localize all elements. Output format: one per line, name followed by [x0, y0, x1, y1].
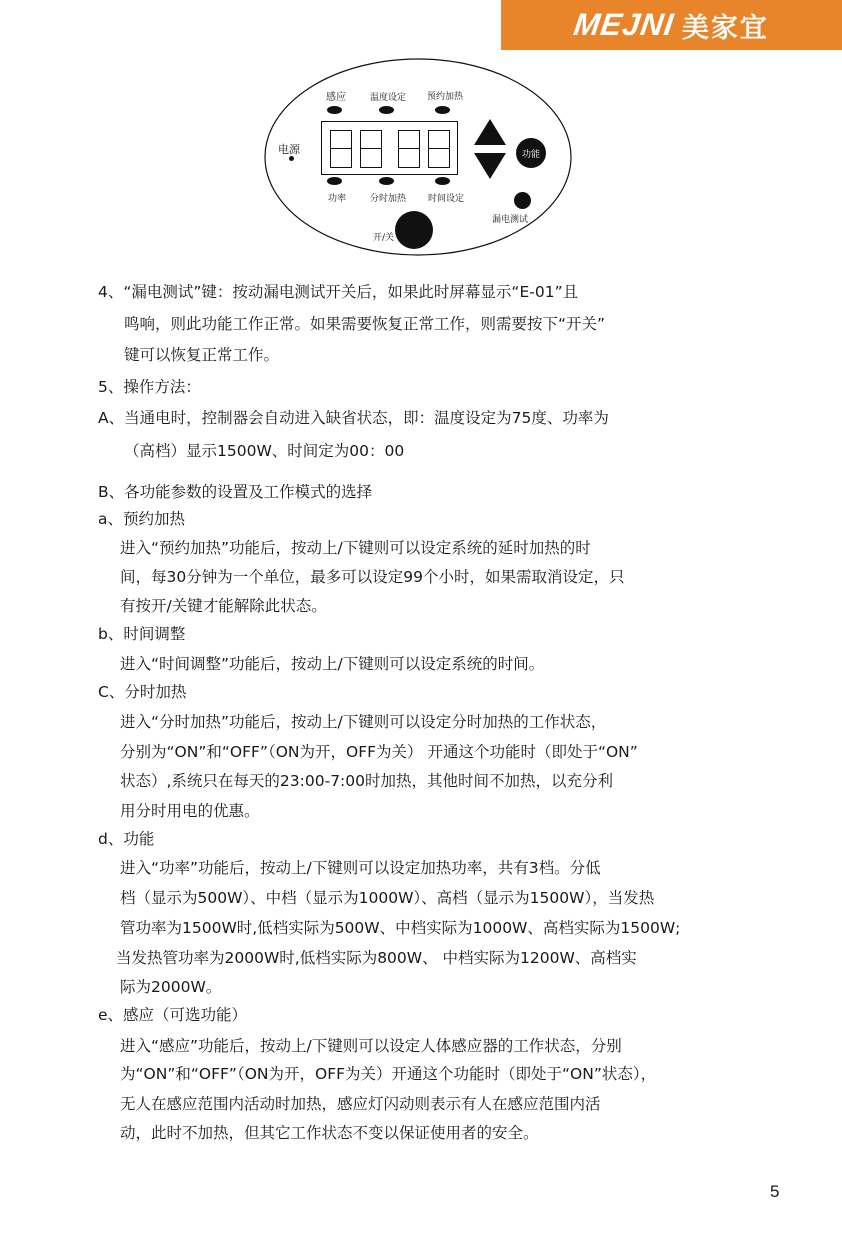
text-line: 动，此时不加热，但其它工作状态不变以保证使用者的安全。: [120, 1124, 539, 1142]
text-line: 有按开/关键才能解除此状态。: [120, 597, 327, 615]
induction-indicator-led: [327, 106, 342, 114]
text-line: 进入“功率”功能后，按动上/下键则可以设定加热功率，共有3档。分低: [120, 859, 601, 877]
display-digit: [330, 130, 352, 168]
text-line: 用分时用电的优惠。: [120, 802, 260, 820]
display-digit: [428, 130, 450, 168]
time-set-indicator-led: [435, 177, 450, 185]
control-panel-diagram: [262, 56, 574, 262]
label-timed-heat: 预约加热: [427, 92, 464, 102]
temp-set-indicator-led: [379, 106, 394, 114]
up-arrow-icon[interactable]: [474, 119, 506, 145]
text-line: A、当通电时，控制器会自动进入缺省状态，即：温度设定为75度、功率为: [98, 409, 609, 427]
text-line: b、时间调整: [98, 625, 186, 643]
text-line: 5、操作方法：: [98, 378, 201, 396]
text-line: 为“ON”和“OFF”（ON为开，OFF为关）开通这个功能时（即处于“ON”状态），: [120, 1065, 657, 1083]
power-source-indicator-led: [289, 156, 294, 161]
text-line: （高档）显示1500W、时间定为00：00: [124, 442, 405, 460]
text-line: 键可以恢复正常工作。: [124, 346, 280, 364]
text-line: 4、“漏电测试”键：按动漏电测试开关后，如果此时屏幕显示“E-01”且: [98, 283, 579, 301]
brand-logo: MEJNI: [571, 7, 677, 42]
timed-heat-indicator-led: [435, 106, 450, 114]
text-line: 际为2000W。: [120, 978, 222, 996]
label-induction: 感应: [326, 92, 346, 103]
label-split-heat: 分时加热: [370, 194, 407, 204]
text-line: 进入“分时加热”功能后，按动上/下键则可以设定分时加热的工作状态，: [120, 713, 607, 731]
text-line: 进入“时间调整”功能后，按动上/下键则可以设定系统的时间。: [120, 655, 545, 673]
arrow-buttons: [472, 117, 508, 181]
label-leak-test: 漏电测试: [492, 215, 529, 225]
text-line: 无人在感应范围内活动时加热，感应灯闪动则表示有人在感应范围内活: [120, 1095, 601, 1113]
label-power-source: 电源: [278, 143, 300, 156]
split-heat-indicator-led: [379, 177, 394, 185]
label-on-off: 开/关: [373, 233, 395, 243]
text-line: d、功能: [98, 830, 155, 848]
text-line: e、感应（可选功能）: [98, 1006, 248, 1024]
brand-name-chinese: 美家宜: [681, 12, 769, 44]
text-line: 鸣响，则此功能工作正常。如果需要恢复正常工作，则需要按下“开关”: [124, 315, 606, 333]
on-off-button[interactable]: [395, 211, 433, 249]
label-temp-set: 温度设定: [370, 93, 407, 103]
text-line: 档（显示为500W）、中档（显示为1000W）、高档（显示为1500W），当发热: [120, 889, 655, 907]
display-digit: [360, 130, 382, 168]
page-number: 5: [770, 1182, 780, 1201]
display-digit: [398, 130, 420, 168]
text-line: a、预约加热: [98, 510, 185, 528]
brand-header-bar: [501, 0, 842, 50]
text-line: 当发热管功率为2000W时,低档实际为800W、 中档实际为1200W、高档实: [116, 949, 637, 967]
function-button[interactable]: [516, 138, 546, 168]
power-indicator-led: [327, 177, 342, 185]
text-line: 状态）,系统只在每天的23:00-7:00时加热，其他时间不加热，以充分利: [120, 772, 613, 790]
text-line: B、各功能参数的设置及工作模式的选择: [98, 483, 373, 501]
text-line: C、分时加热: [98, 683, 187, 701]
text-line: 进入“感应”功能后，按动上/下键则可以设定人体感应器的工作状态，分别: [120, 1037, 622, 1055]
digit-display: [321, 121, 458, 175]
label-time-set: 时间设定: [428, 194, 465, 204]
leak-test-button[interactable]: [514, 192, 531, 209]
down-arrow-icon[interactable]: [474, 153, 506, 179]
function-button-label: 功能: [521, 150, 540, 160]
text-line: 管功率为1500W时,低档实际为500W、中档实际为1000W、高档实际为1500W;: [120, 919, 681, 937]
text-line: 间，每30分钟为一个单位，最多可以设定99个小时，如果需取消设定，只: [120, 568, 625, 586]
text-line: 进入“预约加热”功能后，按动上/下键则可以设定系统的延时加热的时: [120, 539, 591, 557]
text-line: 分别为“ON”和“OFF”（ON为开，OFF为关） 开通这个功能时（即处于“ON”: [120, 743, 638, 761]
label-power: 功率: [328, 194, 347, 204]
